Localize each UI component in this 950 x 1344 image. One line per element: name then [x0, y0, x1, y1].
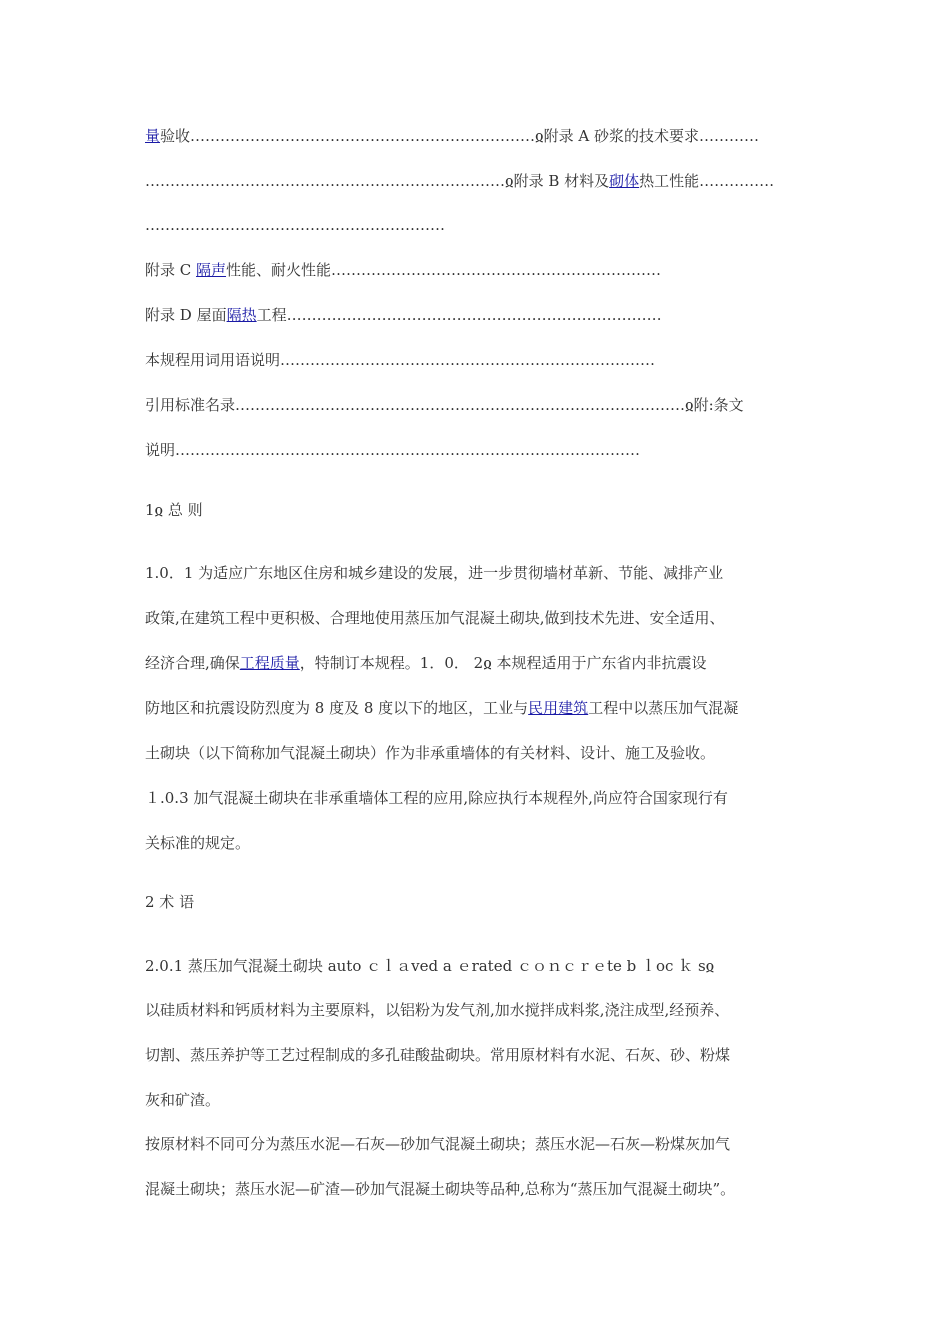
toc-line — [145, 395, 744, 415]
paragraph-line: 政策,在建筑工程中更积极、合理地使用蒸压加气混凝土砌块,做到技术先进、安全适用、 — [145, 609, 725, 627]
toc-line — [145, 350, 655, 370]
toc-line — [145, 126, 759, 146]
toc-text: 本规程用词用语说明………………………………………………………………… — [145, 351, 656, 369]
toc-text: ………………………………………………………………ჲ附录 B 材料及 — [145, 172, 610, 190]
toc-text: 引用标准名录………………………………………………………………………………ჲ附:条文 — [145, 396, 744, 414]
toc-line — [145, 440, 640, 460]
paragraph-line: 关标准的规定。 — [145, 834, 251, 852]
paragraph-line: 灰和矿渣。 — [145, 1091, 221, 1109]
paragraph-line: 以硅质材料和钙质材料为主要原料，以铝粉为发气剂,加水搅拌成料浆,浇注成型,经预养、 — [145, 1001, 730, 1019]
toc-text: 附录 D 屋面 — [145, 306, 227, 324]
paragraph-line: 土砌块（以下简称加气混凝土砌块）作为非承重墙体的有关材料、设计、施工及验收。 — [145, 744, 716, 762]
toc-text: 附录 C — [145, 261, 197, 279]
inline-link[interactable]: 民用建筑 — [528, 699, 589, 717]
paragraph-line: 按原材料不同可分为蒸压水泥—石灰—砂加气混凝土砌块；蒸压水泥—石灰—粉煤灰加气 — [145, 1135, 731, 1153]
toc-text: 热工性能…………… — [639, 172, 775, 190]
toc-line — [145, 260, 661, 280]
paragraph-line: 混凝土砌块；蒸压水泥—矿渣—砂加气混凝土砌块等品种,总称为“蒸压加气混凝土砌块”。 — [145, 1180, 736, 1198]
toc-text: 验收……………………………………………………………ჲ附录 A 砂浆的技术要求………… — [160, 127, 759, 145]
toc-line — [145, 305, 662, 325]
inline-link[interactable]: 工程质量 — [239, 654, 300, 672]
toc-text: 说明………………………………………………………………………………… — [145, 441, 641, 459]
toc-text: 工程………………………………………………………………… — [256, 306, 662, 324]
toc-link[interactable]: 隔声 — [196, 261, 227, 279]
paragraph-line — [145, 698, 738, 718]
toc-line — [145, 171, 774, 191]
paragraph-text: 防地区和抗震设防烈度为 8 度及 8 度以下的地区，工业与 — [145, 699, 529, 717]
toc-link[interactable]: 砌体 — [609, 172, 640, 190]
section-heading: 1ჲ 总 则 — [145, 501, 203, 519]
paragraph-text: 经济合理,确保 — [145, 654, 240, 672]
toc-text: 性能、耐火性能………………………………………………………… — [226, 261, 662, 279]
toc-text: …………………………………………………… — [145, 216, 445, 234]
paragraph-line: 1.0．1 为适应广东地区住房和城乡建设的发展，进一步贯彻墙材革新、节能、减排产业 — [145, 564, 724, 582]
paragraph-line: １.0.3 加气混凝土砌块在非承重墙体工程的应用,除应执行本规程外,尚应符合国家现行有 — [145, 789, 728, 807]
paragraph-line: 切割、蒸压养护等工艺过程制成的多孔硅酸盐砌块。常用原材料有水泥、石灰、砂、粉煤 — [145, 1046, 731, 1064]
toc-line — [145, 215, 445, 235]
definition-line: 2.0.1 蒸压加气混凝土砌块 auto ｃｌａved a ｅrated ｃｏｎｃｒｅte b ｌoc ｋ sჲ — [145, 957, 715, 975]
section-heading: 2 术 语 — [145, 893, 195, 911]
toc-link[interactable]: 量 — [145, 127, 161, 145]
paragraph-text: 工程中以蒸压加气混凝 — [588, 699, 739, 717]
paragraph-line — [145, 653, 707, 673]
paragraph-text: ，特制订本规程。1．0． 2ჲ 本规程适用于广东省内非抗震设 — [299, 654, 707, 672]
toc-link[interactable]: 隔热 — [226, 306, 257, 324]
